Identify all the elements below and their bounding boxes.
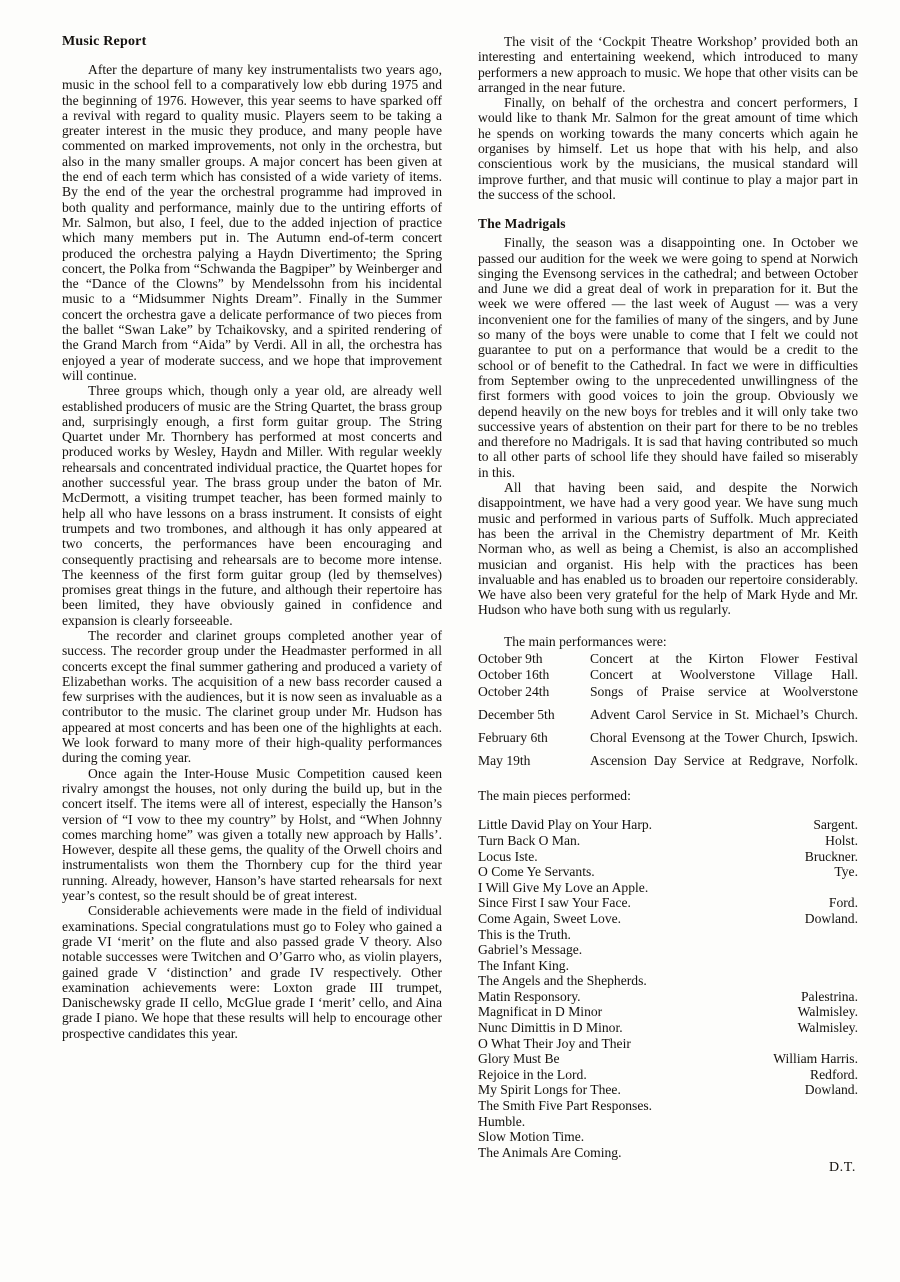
table-row (478, 700, 858, 723)
pieces-table (478, 817, 858, 1160)
table-row (478, 1145, 858, 1161)
table-row (478, 864, 858, 880)
piece-name: O What Their Joy and Their (478, 1035, 631, 1051)
piece-composer: William Harris. (773, 1051, 858, 1067)
piece-composer (734, 958, 858, 974)
table-row (478, 895, 858, 911)
table-row (478, 973, 858, 989)
two-column-layout (62, 34, 860, 1176)
piece-name: O Come Ye Servants. (478, 864, 595, 880)
piece-name: Slow Motion Time. (478, 1129, 585, 1145)
piece-name: Little David Play on Your Harp. (478, 817, 653, 833)
performance-date: October 9th (478, 650, 543, 666)
performances-table (478, 651, 858, 770)
table-row (478, 849, 858, 865)
table-row (478, 1098, 858, 1114)
piece-name: Since First I saw Your Face. (478, 895, 631, 911)
piece-composer: Bruckner. (804, 848, 858, 864)
section-title-madrigals: The Madrigals (478, 216, 566, 232)
piece-composer (734, 1114, 858, 1130)
piece-composer: Dowland. (804, 910, 858, 926)
performances-body (478, 651, 858, 770)
piece-composer: Sargent. (813, 817, 858, 833)
paragraph: Finally, the season was a disappointing one. In October we passed our audition for the week we were going to spend at Norwich singing the Evensong services in the cathedral; and between October and June we did a great deal of work in preparation for it. But the week we were offered — the last week of August — was a very inconvenient one for the families of many of the singers, and by June so many of the boys were unable to come that I felt we could not guarantee to put on a performance that would be a credit to the school or of benefit to the Cathedral. In fact we were in difficulties from September owing to the unprecedented unwillingness of the first formers with good voices to join the group. Obviously we depend heavily on the new boys for trebles and it will only take two successive years of abstention on their part for there to be no trebles and therefore no Madrigals. It is sad that having contributed so much to all other parts of school life they should have failed so miserably in this. (478, 235, 858, 480)
performance-event: Choral Evensong at the Tower Church, Ipswich. (590, 730, 858, 746)
piece-name: Nunc Dimittis in D Minor. (478, 1020, 623, 1036)
table-row (478, 1129, 858, 1145)
table-row (478, 817, 858, 833)
piece-composer (734, 973, 858, 989)
table-row (478, 1051, 858, 1067)
piece-composer: Dowland. (804, 1082, 858, 1098)
performance-event: Advent Carol Service in St. Michael’s Church. (590, 706, 858, 722)
page-title: Music Report (62, 34, 147, 49)
piece-name: The Animals Are Coming. (478, 1144, 622, 1160)
performance-event: Songs of Praise service at Woolverstone (590, 683, 858, 699)
table-row (478, 989, 858, 1005)
piece-composer (734, 1145, 858, 1161)
piece-name: Magnificat in D Minor (478, 1004, 603, 1020)
table-row (478, 1067, 858, 1083)
table-row (478, 1036, 858, 1052)
performance-event: Concert at the Kirton Flower Festival (590, 650, 858, 666)
paragraph: After the departure of many key instrumentalists two years ago, music in the school fell to a comparatively low ebb during 1975 and the beginning of 1976. However, this year seems to have sparked off a revival with regard to quality music. Players seem to be taking a greater interest in the music they produce, and many people have commented on marked improvements, not only in the orchestra, but also in the many smaller groups. A major concert has been given at the end of each term which has consisted of a wide variety of items. By the end of the year the orchestral programme had improved in both quality and performance, mainly due to the untiring efforts of Mr. Salmon, but also, I feel, due to the added injection of practice which many members put in. The Autumn end-of-term concert produced the orchestra palying a Haydn Divertimento; the Spring concert, the Polka from “Schwanda the Bagpiper” by Weinberger and the “Dance of the Clowns” by Mendelssohn from his incidental music to a “Midsummer Nights Dream”. Finally in the Summer concert the orchestra gave a delicate performance of two pieces from the ballet “Swan Lake” by Tchaikovsky, and a spirited rendering of the Grand March from “Aida” by Verdi. All in all, the orchestra has enjoyed a year of moderate success, and we hope that improvement will continue. (62, 62, 442, 383)
piece-composer (734, 1036, 858, 1052)
piece-composer: Walmisley. (797, 1020, 858, 1036)
piece-name: Turn Back O Man. (478, 832, 581, 848)
piece-name: Glory Must Be (478, 1051, 560, 1067)
table-row (478, 684, 858, 700)
performance-date: December 5th (478, 706, 555, 722)
table-row (478, 723, 858, 746)
table-row (478, 651, 858, 667)
performances-intro: The main performances were: (504, 633, 667, 649)
table-row (478, 1114, 858, 1130)
performance-date: February 6th (478, 730, 548, 746)
performance-event: Concert at Woolverstone Village Hall. (590, 667, 858, 683)
piece-composer (734, 1129, 858, 1145)
piece-name: The Smith Five Part Responses. (478, 1098, 653, 1114)
piece-name: Locus Iste. (478, 848, 538, 864)
pieces-heading: The main pieces performed: (478, 787, 631, 803)
piece-name: Matin Responsory. (478, 988, 581, 1004)
table-row (478, 1082, 858, 1098)
table-row (478, 667, 858, 683)
performance-event: Ascension Day Service at Redgrave, Norfolk. (590, 753, 858, 769)
table-row (478, 833, 858, 849)
performance-date: October 24th (478, 683, 550, 699)
piece-composer (734, 942, 858, 958)
author-signature: D.T. (828, 1160, 856, 1176)
paragraph: The visit of the ‘Cockpit Theatre Workshop’ provided both an interesting and entertaining weekend, which introduced to many performers a new approach to music. We hope that other visits can be arranged in the near future. (478, 34, 858, 95)
table-row (478, 1004, 858, 1020)
paragraph: Considerable achievements were made in the field of individual examinations. Special congratulations must go to Foley who gained a grade VI ‘merit’ on the flute and also passed grade V theory. Also notable successes were Twitchen and O’Garro who, as violin players, gained grade V ‘distinction’ and grade IV respectively. Other examination achievements were: Loxton grade III trumpet, Danischewsky grade II cello, McGlue grade I ‘merit’ cello, and Aina grade I piano. We hope that these results will help to encourage other prospective candidates this year. (62, 903, 442, 1041)
pieces-body (478, 817, 858, 1160)
piece-name: This is the Truth. (478, 926, 571, 942)
table-row (478, 880, 858, 896)
paragraph: Finally, on behalf of the orchestra and concert performers, I would like to thank Mr. Salmon for the great amount of time which he spends on working towards the many concerts which again he organises by himself. Let us hope that with his help, and also conscientious work by the musicians, the musical standard will improve further, and that music will continue to play a major part in the success of the school. (478, 95, 858, 202)
piece-name: The Angels and the Shepherds. (478, 973, 647, 989)
piece-name: Come Again, Sweet Love. (478, 910, 622, 926)
piece-composer (734, 1098, 858, 1114)
table-row (478, 746, 858, 769)
paragraph: Three groups which, though only a year old, are already well established producers of music are the String Quartet, the brass group and, surprisingly enough, a first form guitar group. The String Quartet under Mr. Thornbery has performed at most concerts and produced works by Wesley, Haydn and Miller. With regular weekly rehearsals and concentrated individual practice, the Quartet hopes for another successful year. The brass group under the baton of Mr. McDermott, a visiting trumpet teacher, has been formed mainly to help all who have lessons on a brass instrument. It consists of eight trumpets and two trombones, and although it has only appeared at two concerts, the performances have been encouraging and consequently practising and rehearsals are to become more intense. The keenness of the first form guitar group (led by themselves) promises great things in the future, and although their repertoire has been limited, they have obviously gained in confidence and expansion is clearly forseeable. (62, 383, 442, 628)
paragraph: Once again the Inter-House Music Competition caused keen rivalry amongst the houses, not only during the build up, but in the concert itself. The items were all of interest, especially the Hanson’s version of “I vow to thee my country” by Holst, and “When Johnny comes marching home” was given a totally new approach by Halls’. However, despite all these gems, the quality of the Orwell choirs and instrumentalists won them the Thornbery cup for the third year running. Already, however, Hanson’s have started rehearsals for next year’s contest, so the result should be of great interest. (62, 765, 442, 904)
paragraph: The recorder and clarinet groups completed another year of success. The recorder group under the Headmaster performed in all concerts except the final summer gathering and produced a variety of Elizabethan works. The acquisition of a new bass recorder caused a few surprises with the audiences, but it is now seen as invaluable as a contributor to the music. The clarinet group under Mr. Hudson has appeared at most concerts and has been one of the highlights at each. We look forward to many more of their high-quality performances during the coming year. (62, 627, 442, 766)
piece-name: My Spirit Longs for Thee. (478, 1082, 621, 1098)
right-column (478, 34, 858, 1176)
table-row (478, 927, 858, 943)
piece-composer: Redford. (810, 1066, 858, 1082)
performance-date: May 19th (478, 753, 531, 769)
paragraph: All that having been said, and despite the Norwich disappointment, we have had a very good year. We have sung much music and performed in various parts of Suffolk. Much appreciated has been the arrival in the Chemistry department of Mr. Keith Norman who, as well as being a Chemist, is also an accomplished musician and organist. His help with the practices has been invaluable and has enabled us to broaden our repertoire considerably. We have also been very grateful for the help of Mark Hyde and Mr. Hudson who have both sung with us regularly. (478, 480, 858, 618)
table-row (478, 958, 858, 974)
piece-name: I Will Give My Love an Apple. (478, 879, 649, 895)
piece-composer: Palestrina. (800, 988, 858, 1004)
piece-composer: Tye. (834, 864, 858, 880)
left-column (62, 34, 442, 1041)
piece-name: The Infant King. (478, 957, 569, 973)
piece-composer (734, 927, 858, 943)
piece-name: Gabriel’s Message. (478, 942, 583, 958)
piece-composer: Ford. (828, 895, 858, 911)
piece-composer: Holst. (825, 832, 858, 848)
table-row (478, 1020, 858, 1036)
performance-date: October 16th (478, 667, 550, 683)
piece-name: Humble. (478, 1113, 526, 1129)
table-row (478, 911, 858, 927)
piece-composer: Walmisley. (797, 1004, 858, 1020)
table-row (478, 942, 858, 958)
piece-composer (734, 880, 858, 896)
piece-name: Rejoice in the Lord. (478, 1066, 587, 1082)
